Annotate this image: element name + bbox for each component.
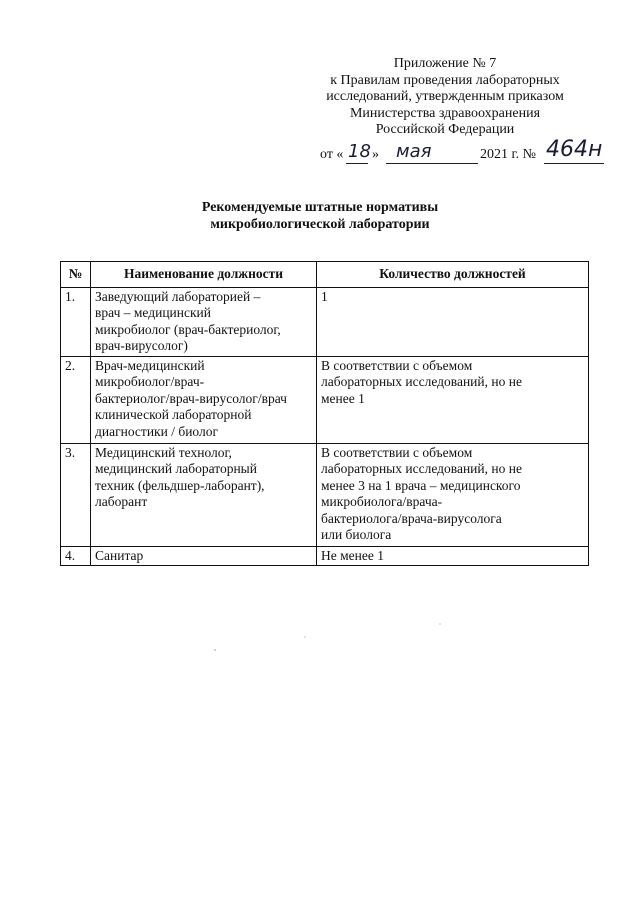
- cell-line: менее 3 на 1 врача – медицинского: [321, 477, 521, 493]
- header-number: №: [61, 262, 91, 288]
- cell-line: лабораторных исследований, но не: [321, 461, 522, 476]
- header-count: Количество должностей: [317, 262, 589, 288]
- cell-line: техник (фельдшер-лаборант),: [95, 477, 265, 493]
- appendix-line: Приложение № 7: [393, 56, 497, 71]
- handwritten-day: 18: [348, 141, 371, 162]
- cell-line: Санитар: [95, 547, 144, 563]
- cell-line: медицинский лабораторный: [95, 461, 257, 476]
- cell-line: В соответствии с объемом: [321, 357, 473, 373]
- cell-line: 1: [321, 288, 328, 304]
- cell-line: микробиолога/врача-: [321, 494, 443, 509]
- title-line: Рекомендуемые штатные нормативы: [201, 200, 439, 215]
- cell-line: Медицинский технолог,: [95, 444, 232, 460]
- cell-line: лабораторных исследований, но не: [321, 374, 522, 389]
- appendix-line: Российской Федерации: [375, 122, 515, 138]
- date-prefix: от «: [320, 147, 344, 162]
- cell-line: диагностики / биолог: [95, 423, 219, 439]
- date-mid: »: [372, 147, 379, 162]
- cell-line: врач-вирусолог): [95, 338, 188, 353]
- cell-line: лаборант: [95, 494, 148, 509]
- appendix-line: исследований, утвержденным приказом: [326, 89, 564, 105]
- cell-line: Не менее 1: [321, 547, 384, 563]
- cell-line: менее 1: [321, 390, 365, 406]
- cell-line: В соответствии с объемом: [321, 444, 473, 460]
- handwritten-month: мая: [396, 141, 432, 162]
- cell-line: Врач-медицинский: [95, 357, 205, 373]
- cell-line: бактериолог/врач-вирусолог/врач: [95, 390, 287, 406]
- cell-line: врач – медицинский: [95, 305, 211, 320]
- cell-line: Заведующий лабораторией –: [95, 288, 261, 304]
- cell-line: или биолога: [321, 527, 392, 542]
- handwritten-order-number: 464н: [546, 137, 603, 162]
- appendix-line: Министерства здравоохранения: [349, 105, 541, 121]
- row-number: 3.: [61, 443, 91, 546]
- row-number: 2.: [61, 356, 91, 443]
- cell-line: бактериолога/врача-вирусолога: [321, 510, 502, 526]
- row-number: 4.: [61, 546, 91, 566]
- header-position: Наименование должности: [91, 262, 317, 288]
- cell-line: микробиолог/врач-: [95, 374, 205, 389]
- date-year: 2021 г. №: [480, 147, 537, 162]
- title-line: микробиологической лаборатории: [210, 217, 430, 232]
- cell-line: клинической лабораторной: [95, 407, 252, 422]
- cell-line: микробиолог (врач-бактериолог,: [95, 321, 281, 337]
- appendix-line: к Правилам проведения лабораторных: [330, 72, 560, 88]
- row-number: 1.: [61, 287, 91, 356]
